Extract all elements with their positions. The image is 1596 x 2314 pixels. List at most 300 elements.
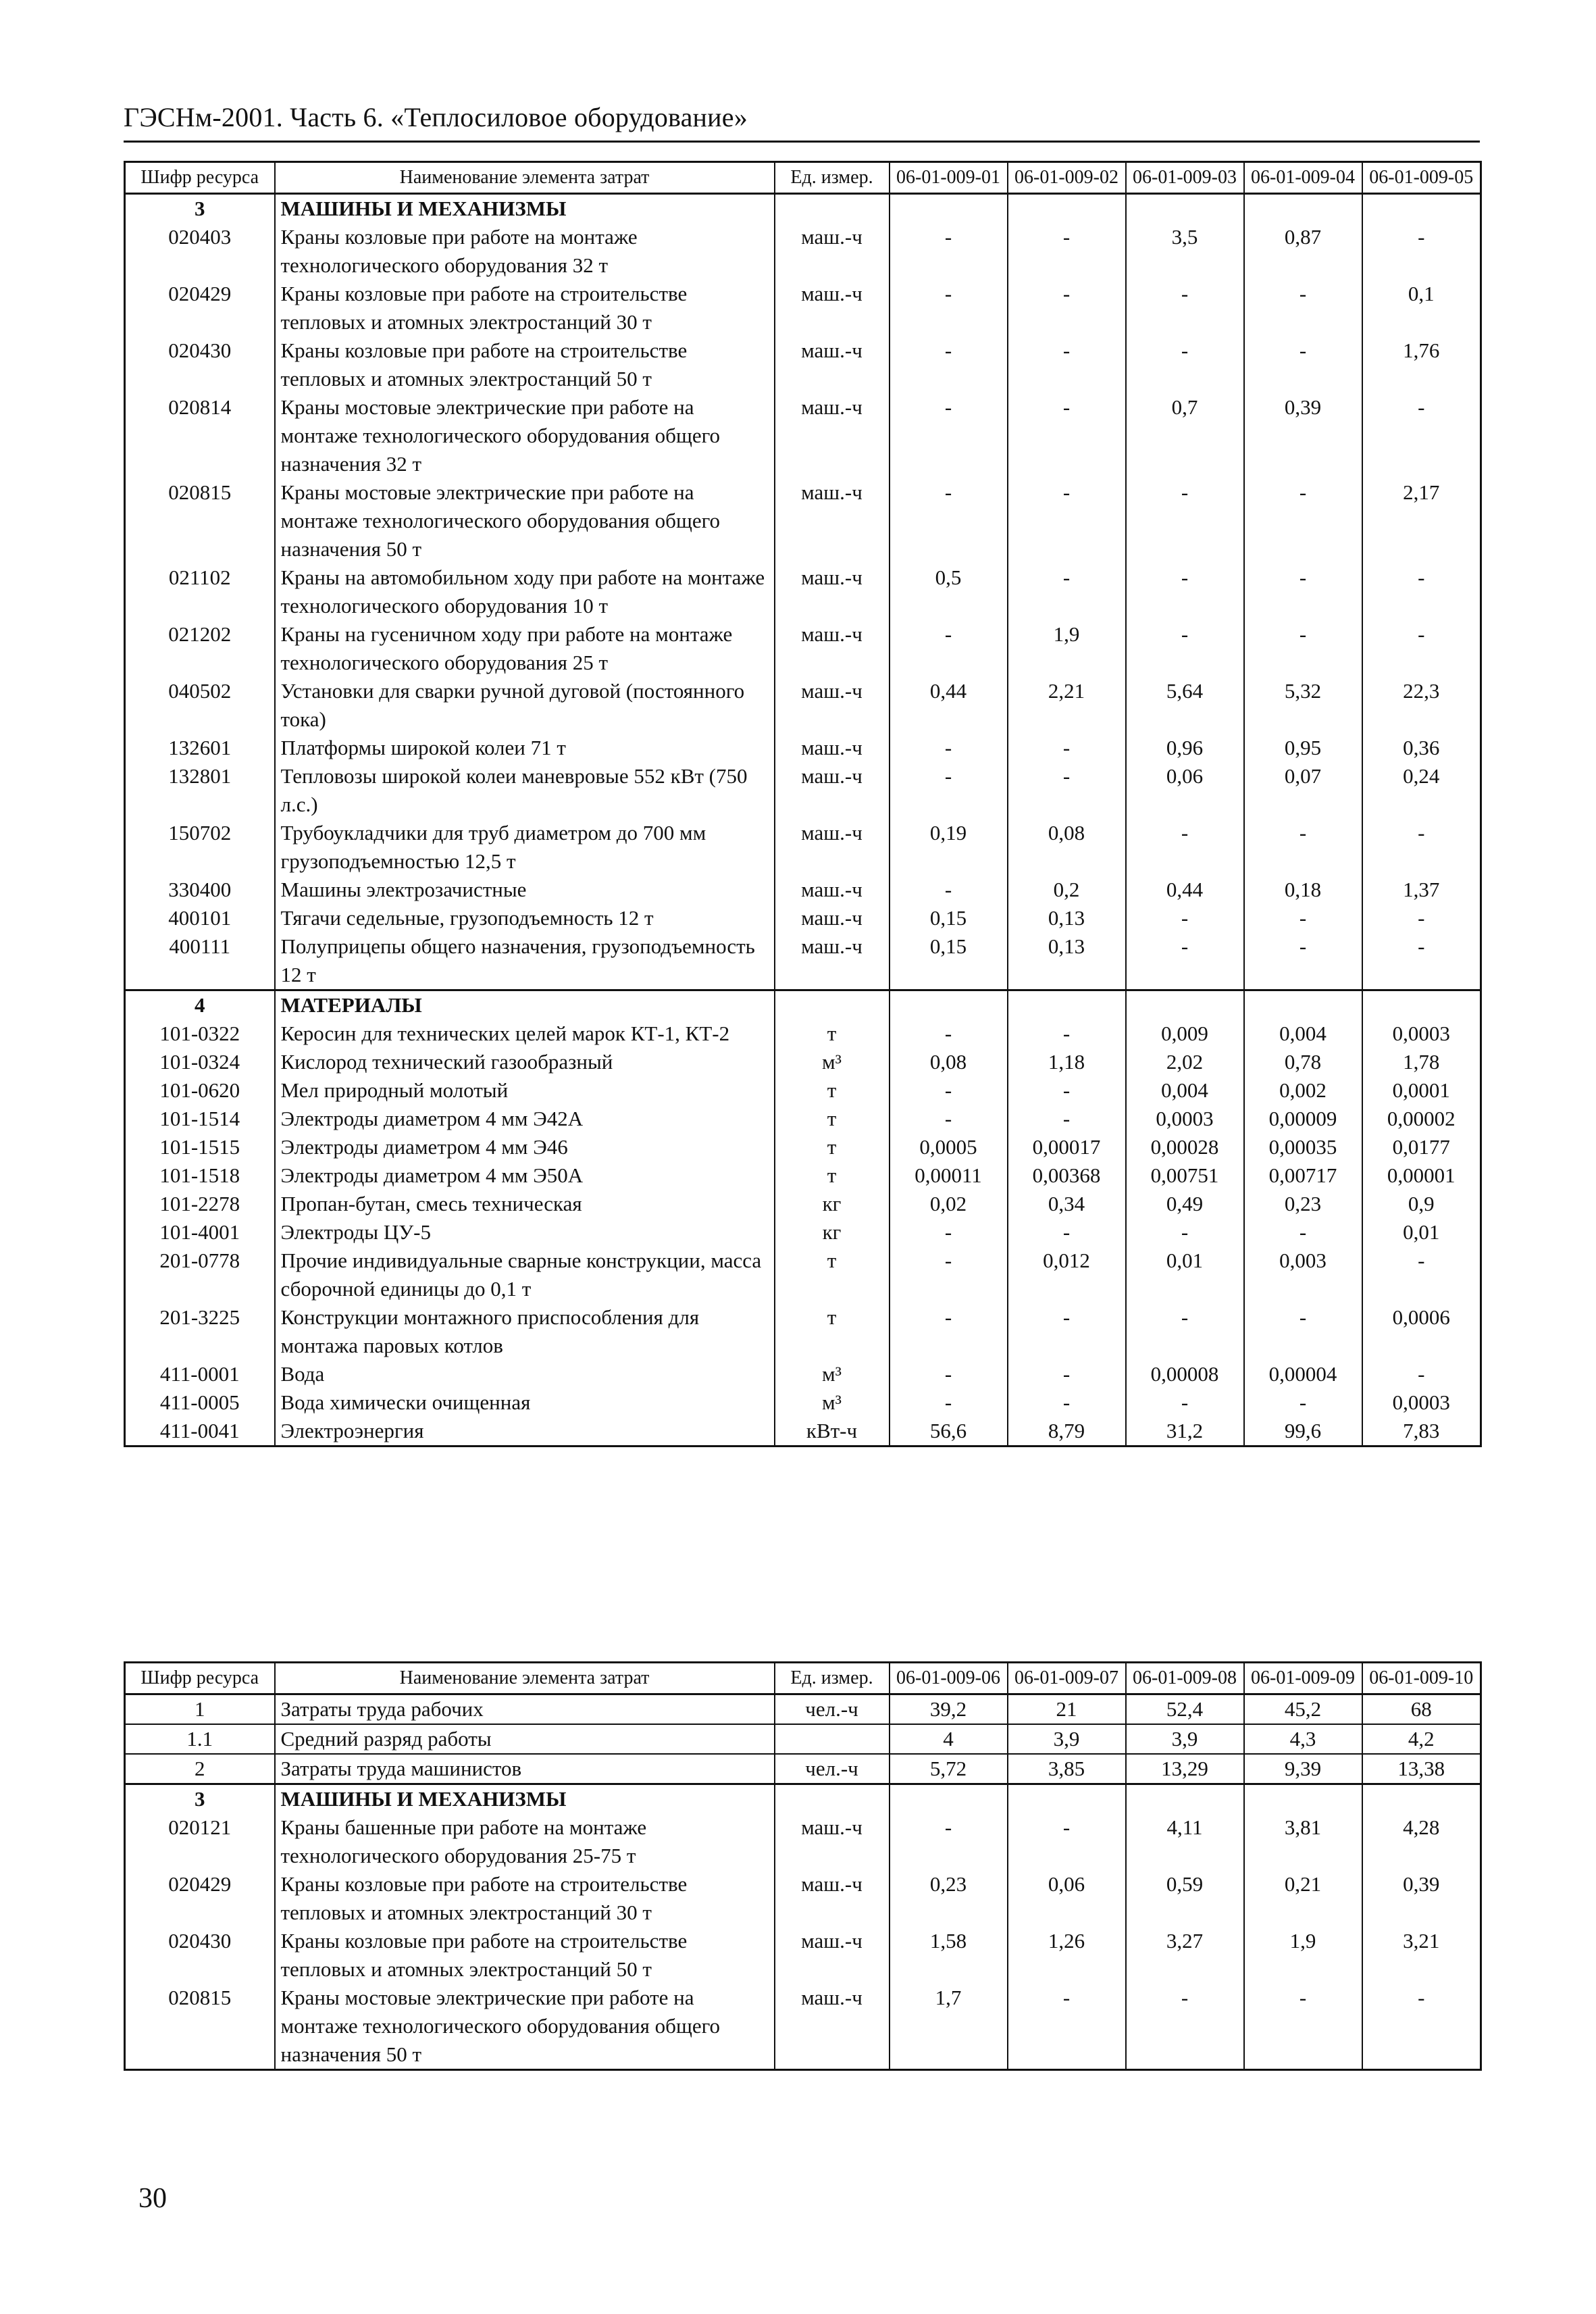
norm-value: 1,9 (1008, 620, 1126, 677)
resource-code: 020814 (125, 393, 275, 478)
norm-value: - (1362, 1247, 1481, 1303)
unit-of-measure: маш.-ч (775, 932, 890, 990)
resource-code: 150702 (125, 819, 275, 876)
unit-of-measure: маш.-ч (775, 677, 890, 734)
norm-value: 1,78 (1362, 1048, 1481, 1076)
norm-value: 0,07 (1244, 762, 1362, 819)
norm-value (1126, 990, 1244, 1020)
norm-value: 0,21 (1244, 1870, 1362, 1927)
resource-name: Керосин для технических целей марок КТ-1, КТ-2 (275, 1020, 775, 1048)
table-row (125, 1870, 1481, 1927)
table-row (125, 819, 1481, 876)
unit-of-measure: т (775, 1303, 890, 1360)
table-row (125, 1927, 1481, 1984)
resource-name: Краны мостовые электрические при работе на монтаже технологического оборудования общего назначения 50 т (275, 1984, 775, 2070)
table-row (125, 1133, 1481, 1161)
norm-value: 5,72 (890, 1754, 1008, 1784)
norm-value: 0,01 (1126, 1247, 1244, 1303)
norm-value: 0,36 (1362, 734, 1481, 762)
resource-code: 4 (125, 990, 275, 1020)
resource-code: 411-0005 (125, 1388, 275, 1417)
norm-value: - (1244, 932, 1362, 990)
resource-name: Тягачи седельные, грузоподъемность 12 т (275, 904, 775, 932)
norm-value (1362, 990, 1481, 1020)
norm-value: - (1008, 336, 1126, 393)
resource-code: 2 (125, 1754, 275, 1784)
unit-of-measure: м³ (775, 1360, 890, 1388)
norm-value: 0,39 (1244, 393, 1362, 478)
norm-value: 0,87 (1244, 223, 1362, 280)
table-row (125, 1984, 1481, 2070)
resource-code: 101-1515 (125, 1133, 275, 1161)
resource-name: Затраты труда рабочих (275, 1694, 775, 1725)
table-row (125, 1161, 1481, 1190)
norm-value: - (890, 762, 1008, 819)
norm-value: 0,004 (1126, 1076, 1244, 1105)
unit-of-measure: чел.-ч (775, 1754, 890, 1784)
norm-value (890, 1784, 1008, 1814)
table-row (125, 223, 1481, 280)
resource-code: 101-0620 (125, 1076, 275, 1105)
norm-value: 0,00009 (1244, 1105, 1362, 1133)
unit-of-measure: маш.-ч (775, 904, 890, 932)
norm-value: 0,00368 (1008, 1161, 1126, 1190)
table-row (125, 1303, 1481, 1360)
resource-code: 021202 (125, 620, 275, 677)
resource-code: 400101 (125, 904, 275, 932)
norm-value: - (890, 393, 1008, 478)
norm-value: - (1362, 1984, 1481, 2070)
norm-value: 0,009 (1126, 1020, 1244, 1048)
header-rule (124, 141, 1480, 143)
unit-of-measure: кг (775, 1190, 890, 1218)
resource-name: Краны на гусеничном ходу при работе на монтаже технологического оборудования 25 т (275, 620, 775, 677)
norm-value: 52,4 (1126, 1694, 1244, 1725)
norm-value: - (1362, 819, 1481, 876)
table-row (125, 1190, 1481, 1218)
table-row (125, 1754, 1481, 1784)
norm-value: - (1008, 1388, 1126, 1417)
resource-name: Вода химически очищенная (275, 1388, 775, 1417)
norm-value: 0,00001 (1362, 1161, 1481, 1190)
resource-name: Электроды диаметром 4 мм Э46 (275, 1133, 775, 1161)
norm-value: - (890, 1076, 1008, 1105)
section-header-row (125, 1784, 1481, 1814)
table-row (125, 1105, 1481, 1133)
norm-value: - (1008, 762, 1126, 819)
norm-value: - (890, 1303, 1008, 1360)
table-row (125, 932, 1481, 990)
norm-value (1126, 1784, 1244, 1814)
unit-of-measure: маш.-ч (775, 223, 890, 280)
norm-value: - (890, 1388, 1008, 1417)
table-row (125, 1076, 1481, 1105)
unit-of-measure: маш.-ч (775, 1813, 890, 1870)
resource-code: 411-0001 (125, 1360, 275, 1388)
header-col-2: 06-01-009-07 (1008, 1663, 1126, 1694)
table-2-body (125, 1694, 1481, 2070)
resource-name: Краны мостовые электрические при работе на монтаже технологического оборудования общего назначения 50 т (275, 478, 775, 563)
norm-value: 1,26 (1008, 1927, 1126, 1984)
table-row (125, 734, 1481, 762)
norm-value: - (1008, 223, 1126, 280)
norm-value: 0,0003 (1362, 1020, 1481, 1048)
norm-value (1008, 194, 1126, 224)
norm-value: 99,6 (1244, 1417, 1362, 1447)
norm-value: 0,13 (1008, 904, 1126, 932)
unit-of-measure: т (775, 1247, 890, 1303)
norm-value: 1,76 (1362, 336, 1481, 393)
norm-value: - (890, 620, 1008, 677)
norm-value (1244, 194, 1362, 224)
resource-name: Электроэнергия (275, 1417, 775, 1447)
norm-value: 0,012 (1008, 1247, 1126, 1303)
norm-value: 0,00011 (890, 1161, 1008, 1190)
table-header-row (125, 1663, 1481, 1694)
unit-of-measure: маш.-ч (775, 620, 890, 677)
resource-code: 020815 (125, 478, 275, 563)
norm-value: - (1362, 223, 1481, 280)
norm-value: - (1126, 280, 1244, 336)
table-row (125, 904, 1481, 932)
norm-value: 56,6 (890, 1417, 1008, 1447)
norm-value: 0,78 (1244, 1048, 1362, 1076)
norm-value: 2,21 (1008, 677, 1126, 734)
norm-value: - (1126, 563, 1244, 620)
norm-value: - (1008, 1076, 1126, 1105)
norm-value: 0,44 (1126, 876, 1244, 904)
norm-value: 0,00035 (1244, 1133, 1362, 1161)
resource-code: 1.1 (125, 1724, 275, 1754)
unit-of-measure: маш.-ч (775, 734, 890, 762)
norm-value: - (1008, 1984, 1126, 2070)
resource-code: 020121 (125, 1813, 275, 1870)
norm-value: 31,2 (1126, 1417, 1244, 1447)
norm-value: - (890, 734, 1008, 762)
unit-of-measure: м³ (775, 1388, 890, 1417)
resource-code: 020815 (125, 1984, 275, 2070)
resource-name: Краны на автомобильном ходу при работе на монтаже технологического оборудования 10 т (275, 563, 775, 620)
norm-value: 0,23 (1244, 1190, 1362, 1218)
norm-value: - (1244, 620, 1362, 677)
norm-value: - (1362, 563, 1481, 620)
norm-value: - (1126, 904, 1244, 932)
norm-value: 2,17 (1362, 478, 1481, 563)
norm-value: - (1126, 1303, 1244, 1360)
norm-value: - (1126, 620, 1244, 677)
norm-value: - (890, 280, 1008, 336)
norm-value: - (1008, 734, 1126, 762)
norm-value: 0,00008 (1126, 1360, 1244, 1388)
norm-value: 0,1 (1362, 280, 1481, 336)
norm-value: 1,18 (1008, 1048, 1126, 1076)
norm-value: 0,02 (890, 1190, 1008, 1218)
norm-value: - (1126, 478, 1244, 563)
table-row (125, 876, 1481, 904)
table-row (125, 1724, 1481, 1754)
header-col-2: 06-01-009-02 (1008, 162, 1126, 194)
unit-of-measure: кВт-ч (775, 1417, 890, 1447)
section-header-row (125, 194, 1481, 224)
norm-value: - (1244, 280, 1362, 336)
resource-name: Машины электрозачистные (275, 876, 775, 904)
norm-value: 0,9 (1362, 1190, 1481, 1218)
table-row (125, 1020, 1481, 1048)
norm-value: - (1126, 1388, 1244, 1417)
norm-value: - (890, 1360, 1008, 1388)
table-row (125, 620, 1481, 677)
table-row (125, 1694, 1481, 1725)
norm-value: 0,7 (1126, 393, 1244, 478)
norm-value: 3,27 (1126, 1927, 1244, 1984)
resource-code: 021102 (125, 563, 275, 620)
table-row (125, 1218, 1481, 1247)
norm-value: - (1244, 1303, 1362, 1360)
norm-value: 1,37 (1362, 876, 1481, 904)
resource-name: Вода (275, 1360, 775, 1388)
header-col-4: 06-01-009-04 (1244, 162, 1362, 194)
norm-value (1362, 1784, 1481, 1814)
norm-value: - (1008, 1360, 1126, 1388)
resource-name: Краны козловые при работе на строительстве тепловых и атомных электростанций 50 т (275, 1927, 775, 1984)
norm-value: 1,9 (1244, 1927, 1362, 1984)
norm-value: - (1126, 1984, 1244, 2070)
norm-value: - (890, 336, 1008, 393)
norm-value: - (890, 223, 1008, 280)
norm-value: - (890, 876, 1008, 904)
norm-value: 4 (890, 1724, 1008, 1754)
resource-name: МАШИНЫ И МЕХАНИЗМЫ (275, 1784, 775, 1814)
norm-value: 13,38 (1362, 1754, 1481, 1784)
table-row (125, 280, 1481, 336)
norm-value: 3,81 (1244, 1813, 1362, 1870)
unit-of-measure: т (775, 1133, 890, 1161)
norm-value: - (890, 1218, 1008, 1247)
norm-value: 22,3 (1362, 677, 1481, 734)
resource-name: Краны козловые при работе на строительстве тепловых и атомных электростанций 50 т (275, 336, 775, 393)
norm-value: - (1244, 819, 1362, 876)
norm-value: 4,28 (1362, 1813, 1481, 1870)
norm-value: 0,59 (1126, 1870, 1244, 1927)
resource-code: 101-0322 (125, 1020, 275, 1048)
norm-value: 0,0001 (1362, 1076, 1481, 1105)
table-row (125, 762, 1481, 819)
norm-value: 0,95 (1244, 734, 1362, 762)
resource-name: Тепловозы широкой колеи маневровые 552 кВт (750 л.с.) (275, 762, 775, 819)
norm-value: - (1244, 1388, 1362, 1417)
resource-name: Краны козловые при работе на строительстве тепловых и атомных электростанций 30 т (275, 1870, 775, 1927)
norm-value: 0,00751 (1126, 1161, 1244, 1190)
norm-value: 0,15 (890, 904, 1008, 932)
resource-name: Средний разряд работы (275, 1724, 775, 1754)
header-col-5: 06-01-009-05 (1362, 162, 1481, 194)
unit-of-measure: т (775, 1105, 890, 1133)
resource-code: 020430 (125, 336, 275, 393)
norm-value: 0,2 (1008, 876, 1126, 904)
norm-value: 0,0003 (1126, 1105, 1244, 1133)
norm-value: - (1362, 932, 1481, 990)
norm-value: - (890, 1813, 1008, 1870)
norm-value: - (1126, 819, 1244, 876)
resource-name: Кислород технический газообразный (275, 1048, 775, 1076)
unit-of-measure: маш.-ч (775, 393, 890, 478)
norm-value: 0,00028 (1126, 1133, 1244, 1161)
norm-value: 3,9 (1008, 1724, 1126, 1754)
norm-value (890, 194, 1008, 224)
norm-value: 1,58 (890, 1927, 1008, 1984)
resource-name: МАТЕРИАЛЫ (275, 990, 775, 1020)
resource-code: 3 (125, 194, 275, 224)
unit-of-measure: маш.-ч (775, 762, 890, 819)
resource-name: Электроды ЦУ-5 (275, 1218, 775, 1247)
header-col-5: 06-01-009-10 (1362, 1663, 1481, 1694)
norm-value: - (890, 478, 1008, 563)
table-header-row (125, 162, 1481, 194)
unit-of-measure (775, 194, 890, 224)
resource-name: Краны башенные при работе на монтаже технологического оборудования 25-75 т (275, 1813, 775, 1870)
table-row (125, 393, 1481, 478)
resource-code: 400111 (125, 932, 275, 990)
page-header: ГЭСНм-2001. Часть 6. «Теплосиловое оборудование» (124, 102, 748, 132)
norm-value: 0,96 (1126, 734, 1244, 762)
norm-value: 0,06 (1008, 1870, 1126, 1927)
norm-value: 3,21 (1362, 1927, 1481, 1984)
norm-value: 4,2 (1362, 1724, 1481, 1754)
table-row (125, 1360, 1481, 1388)
resource-code: 132801 (125, 762, 275, 819)
unit-of-measure: маш.-ч (775, 876, 890, 904)
unit-of-measure: маш.-ч (775, 1984, 890, 2070)
norm-value: 0,002 (1244, 1076, 1362, 1105)
norm-value: 9,39 (1244, 1754, 1362, 1784)
norm-value (1244, 990, 1362, 1020)
resource-code: 132601 (125, 734, 275, 762)
norm-value: - (1362, 904, 1481, 932)
section-header-row (125, 990, 1481, 1020)
norm-value: - (1126, 932, 1244, 990)
unit-of-measure: т (775, 1020, 890, 1048)
table-row (125, 336, 1481, 393)
norm-value: 0,49 (1126, 1190, 1244, 1218)
norm-value: - (1244, 1984, 1362, 2070)
norm-value: 7,83 (1362, 1417, 1481, 1447)
norm-value: 0,5 (890, 563, 1008, 620)
norm-value: 0,00017 (1008, 1133, 1126, 1161)
resource-name: Мел природный молотый (275, 1076, 775, 1105)
header-code: Шифр ресурса (125, 162, 275, 194)
norm-value (890, 990, 1008, 1020)
unit-of-measure: маш.-ч (775, 1927, 890, 1984)
norm-value: 45,2 (1244, 1694, 1362, 1725)
norm-value: - (1244, 904, 1362, 932)
norm-value: 0,15 (890, 932, 1008, 990)
resource-name: Затраты труда машинистов (275, 1754, 775, 1784)
norm-value: - (1244, 563, 1362, 620)
norm-value: - (1126, 336, 1244, 393)
norm-value: 3,9 (1126, 1724, 1244, 1754)
resource-code: 201-3225 (125, 1303, 275, 1360)
resource-name: Пропан-бутан, смесь техническая (275, 1190, 775, 1218)
norm-value: - (1362, 1360, 1481, 1388)
norm-value: - (1362, 620, 1481, 677)
norm-value: 0,19 (890, 819, 1008, 876)
norm-value: - (1244, 336, 1362, 393)
resource-name: Краны мостовые электрические при работе на монтаже технологического оборудования общего назначения 32 т (275, 393, 775, 478)
norm-value: 21 (1008, 1694, 1126, 1725)
resource-code: 020429 (125, 1870, 275, 1927)
header-unit: Ед. измер. (775, 1663, 890, 1694)
unit-of-measure (775, 1724, 890, 1754)
resource-name: Электроды диаметром 4 мм Э42А (275, 1105, 775, 1133)
norm-value: 39,2 (890, 1694, 1008, 1725)
resource-name: Конструкции монтажного приспособления для монтажа паровых котлов (275, 1303, 775, 1360)
norm-value: 1,7 (890, 1984, 1008, 2070)
resource-name: Полуприцепы общего назначения, грузоподъемность 12 т (275, 932, 775, 990)
header-col-1: 06-01-009-06 (890, 1663, 1008, 1694)
norm-value: 5,32 (1244, 677, 1362, 734)
resource-name: Краны козловые при работе на строительстве тепловых и атомных электростанций 30 т (275, 280, 775, 336)
norm-value: 0,01 (1362, 1218, 1481, 1247)
norm-value: 0,44 (890, 677, 1008, 734)
norm-value: 0,18 (1244, 876, 1362, 904)
resource-table-1 (124, 161, 1482, 1447)
norm-value: 0,0006 (1362, 1303, 1481, 1360)
unit-of-measure: т (775, 1076, 890, 1105)
norm-value (1008, 990, 1126, 1020)
header-name: Наименование элемента затрат (275, 162, 775, 194)
table-row (125, 1048, 1481, 1076)
resource-code: 3 (125, 1784, 275, 1814)
resource-name: Краны козловые при работе на монтаже технологического оборудования 32 т (275, 223, 775, 280)
norm-value: 0,0005 (890, 1133, 1008, 1161)
resource-code: 101-2278 (125, 1190, 275, 1218)
norm-value (1244, 1784, 1362, 1814)
table-1-body (125, 194, 1481, 1447)
resource-name: Установки для сварки ручной дуговой (постоянного тока) (275, 677, 775, 734)
resource-code: 330400 (125, 876, 275, 904)
norm-value (1126, 194, 1244, 224)
norm-value: - (1008, 1303, 1126, 1360)
norm-value: - (890, 1105, 1008, 1133)
table-row (125, 478, 1481, 563)
norm-value: - (1244, 1218, 1362, 1247)
unit-of-measure: м³ (775, 1048, 890, 1076)
header-code: Шифр ресурса (125, 1663, 275, 1694)
header-unit: Ед. измер. (775, 162, 890, 194)
unit-of-measure (775, 1784, 890, 1814)
norm-value: 0,06 (1126, 762, 1244, 819)
norm-value: 0,24 (1362, 762, 1481, 819)
resource-table-2 (124, 1661, 1482, 2071)
table-row (125, 1417, 1481, 1447)
norm-value (1008, 1784, 1126, 1814)
unit-of-measure: маш.-ч (775, 563, 890, 620)
resource-code: 1 (125, 1694, 275, 1725)
norm-value: 8,79 (1008, 1417, 1126, 1447)
norm-value: 4,11 (1126, 1813, 1244, 1870)
unit-of-measure: маш.-ч (775, 819, 890, 876)
resource-name: Платформы широкой колеи 71 т (275, 734, 775, 762)
unit-of-measure: маш.-ч (775, 280, 890, 336)
table-row (125, 677, 1481, 734)
page-number: 30 (138, 2183, 167, 2214)
norm-value: 0,08 (1008, 819, 1126, 876)
header-name: Наименование элемента затрат (275, 1663, 775, 1694)
norm-value: 0,003 (1244, 1247, 1362, 1303)
unit-of-measure: маш.-ч (775, 478, 890, 563)
norm-value: - (1008, 393, 1126, 478)
norm-value: - (1126, 1218, 1244, 1247)
